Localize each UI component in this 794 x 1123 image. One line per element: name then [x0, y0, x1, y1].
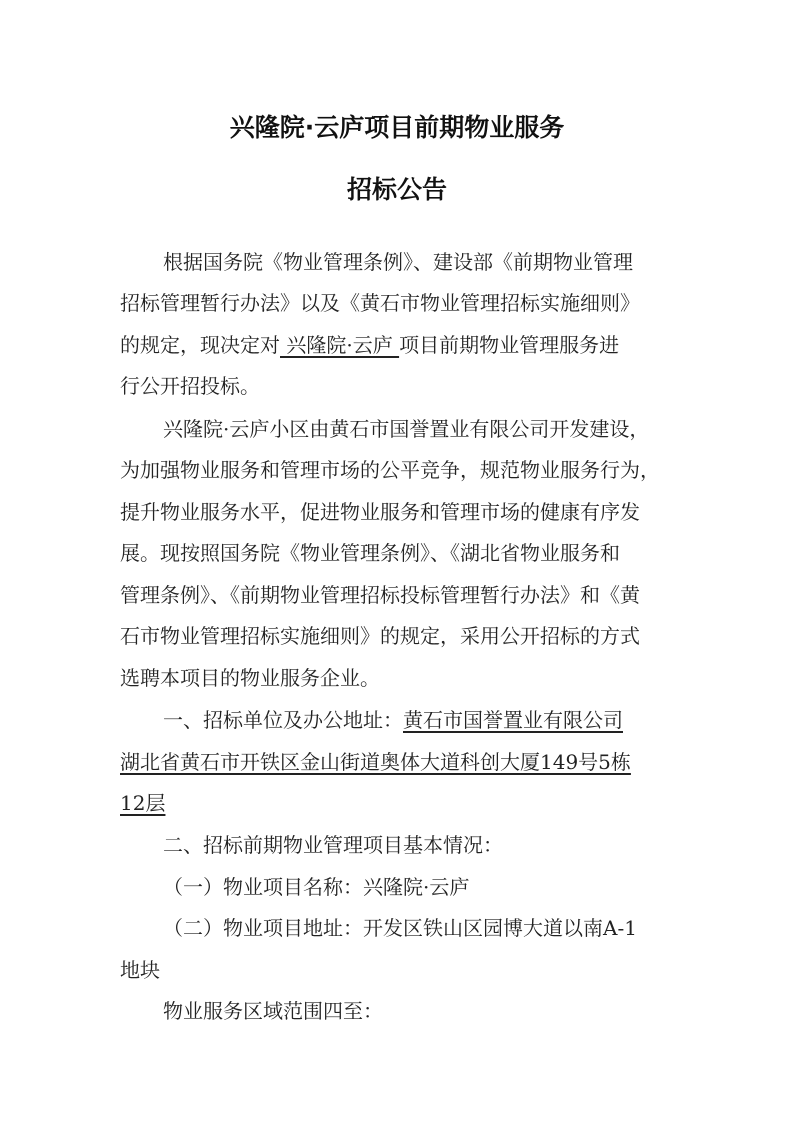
page-subtitle: 招标公告: [346, 175, 447, 204]
paragraph-line: 管理条例》、《前期物业管理招标投标管理暂行办法》和《黄: [120, 583, 640, 607]
paragraph-line: （二）物业项目地址：开发区铁山区园博大道以南A-1: [163, 916, 637, 940]
address-line-underlined: 湖北省黄石市开铁区金山街道奥体大道科创大厦149号5栋: [120, 750, 631, 774]
paragraph-line: 地块: [120, 958, 160, 982]
paragraph-line: 招标管理暂行办法》以及《黄石市物业管理招标实施细则》: [120, 291, 640, 315]
paragraph-line: （一）物业项目名称：兴隆院·云庐: [163, 875, 470, 899]
paragraph-line: [120, 330, 619, 360]
project-name-underlined: 兴隆院·云庐: [280, 333, 400, 357]
section-heading: 二、招标前期物业管理项目基本情况：: [163, 833, 503, 857]
tender-unit-underlined: 黄石市国誉置业有限公司: [403, 708, 623, 732]
paragraph-line: 根据国务院《物业管理条例》、建设部《前期物业管理: [163, 250, 633, 274]
paragraph-line: 选聘本项目的物业服务企业。: [120, 666, 380, 690]
paragraph-line: [163, 705, 623, 735]
paragraph-line: 行公开招投标。: [120, 374, 260, 398]
text-segment: 的规定，现决定对: [120, 333, 280, 357]
address-line-underlined: 12层: [120, 791, 166, 815]
page-title: 兴隆院·云庐项目前期物业服务: [229, 113, 565, 142]
paragraph-line: 石市物业管理招标实施细则》的规定，采用公开招标的方式: [120, 624, 640, 648]
paragraph-line: 展。现按照国务院《物业管理条例》、《湖北省物业服务和: [120, 541, 620, 565]
paragraph-line: 兴隆院·云庐小区由黄石市国誉置业有限公司开发建设，: [163, 417, 650, 441]
section-label: 一、招标单位及办公地址：: [163, 708, 403, 732]
paragraph-line: 提升物业服务水平，促进物业服务和管理市场的健康有序发: [120, 500, 640, 524]
paragraph-line: 物业服务区域范围四至：: [163, 999, 383, 1023]
text-segment: 项目前期物业管理服务进: [399, 333, 620, 357]
paragraph-line: 为加强物业服务和管理市场的公平竞争，规范物业服务行为，: [120, 458, 660, 482]
